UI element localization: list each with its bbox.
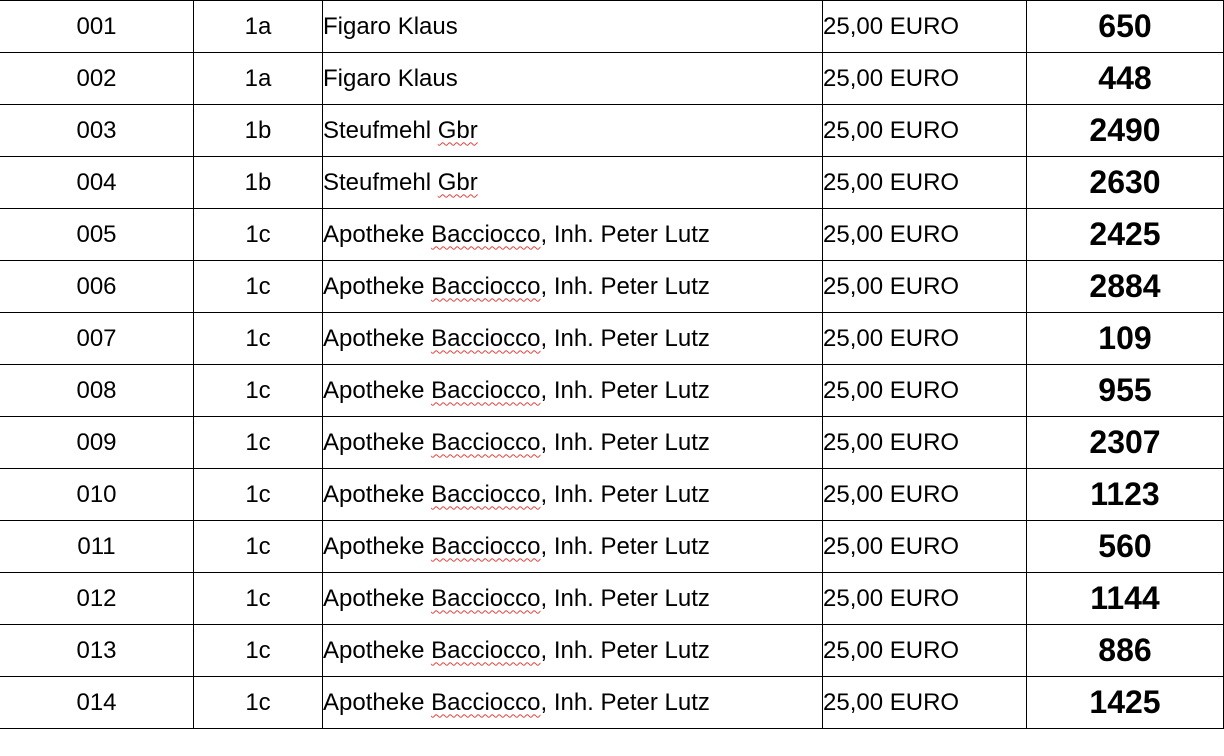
price-cell: 25,00 EURO — [823, 677, 1027, 729]
group-cell: 1b — [194, 105, 323, 157]
quantity-cell: 2884 — [1027, 261, 1224, 313]
group-cell: 1c — [194, 313, 323, 365]
table-row — [0, 209, 1224, 261]
group-cell: 1c — [194, 625, 323, 677]
row-number-cell: 003 — [0, 105, 194, 157]
quantity-cell: 2490 — [1027, 105, 1224, 157]
name-text-suffix: , Inh. Peter Lutz — [540, 584, 710, 612]
price-cell: 25,00 EURO — [823, 313, 1027, 365]
name-text-suffix: , Inh. Peter Lutz — [540, 324, 710, 352]
name-cell — [323, 157, 823, 209]
row-number-cell: 005 — [0, 209, 194, 261]
row-number-cell: 012 — [0, 573, 194, 625]
spellcheck-flagged-word: Bacciocco — [431, 428, 541, 456]
spellcheck-flagged-word: Bacciocco — [431, 272, 541, 300]
table-row — [0, 469, 1224, 521]
quantity-cell: 650 — [1027, 1, 1224, 53]
name-text-suffix: , Inh. Peter Lutz — [540, 636, 710, 664]
name-cell — [323, 1, 823, 53]
row-number-cell: 013 — [0, 625, 194, 677]
row-number-cell: 010 — [0, 469, 194, 521]
name-text-suffix: , Inh. Peter Lutz — [540, 532, 710, 560]
price-cell: 25,00 EURO — [823, 53, 1027, 105]
group-cell: 1c — [194, 209, 323, 261]
name-text: Apotheke — [323, 532, 432, 560]
name-cell — [323, 625, 823, 677]
name-text: Figaro Klaus — [323, 12, 458, 40]
name-text-suffix: , Inh. Peter Lutz — [540, 480, 710, 508]
row-number-cell: 002 — [0, 53, 194, 105]
table-row — [0, 261, 1224, 313]
row-number-cell: 004 — [0, 157, 194, 209]
spellcheck-flagged-word: Bacciocco — [431, 376, 541, 404]
group-cell: 1a — [194, 1, 323, 53]
table-row — [0, 625, 1224, 677]
group-cell: 1a — [194, 53, 323, 105]
name-text: Figaro Klaus — [323, 64, 458, 92]
price-cell: 25,00 EURO — [823, 157, 1027, 209]
table-row — [0, 365, 1224, 417]
name-cell — [323, 313, 823, 365]
price-cell: 25,00 EURO — [823, 1, 1027, 53]
row-number-cell: 008 — [0, 365, 194, 417]
spellcheck-flagged-word: Gbr — [437, 168, 478, 196]
price-cell: 25,00 EURO — [823, 105, 1027, 157]
table-row — [0, 105, 1224, 157]
quantity-cell: 2425 — [1027, 209, 1224, 261]
row-number-cell: 006 — [0, 261, 194, 313]
group-cell: 1c — [194, 417, 323, 469]
table-row — [0, 573, 1224, 625]
quantity-cell: 955 — [1027, 365, 1224, 417]
quantity-cell: 2307 — [1027, 417, 1224, 469]
price-cell: 25,00 EURO — [823, 365, 1027, 417]
table-row — [0, 521, 1224, 573]
quantity-cell: 109 — [1027, 313, 1224, 365]
price-cell: 25,00 EURO — [823, 469, 1027, 521]
name-text-suffix: , Inh. Peter Lutz — [540, 688, 710, 716]
name-text-suffix: , Inh. Peter Lutz — [540, 428, 710, 456]
table-row — [0, 313, 1224, 365]
price-cell: 25,00 EURO — [823, 417, 1027, 469]
group-cell: 1c — [194, 521, 323, 573]
group-cell: 1c — [194, 261, 323, 313]
table-body — [0, 1, 1224, 729]
name-text: Apotheke — [323, 428, 432, 456]
spellcheck-flagged-word: Bacciocco — [431, 220, 541, 248]
quantity-cell: 448 — [1027, 53, 1224, 105]
name-cell — [323, 417, 823, 469]
price-cell: 25,00 EURO — [823, 209, 1027, 261]
quantity-cell: 1123 — [1027, 469, 1224, 521]
row-number-cell: 009 — [0, 417, 194, 469]
name-text: Apotheke — [323, 220, 432, 248]
name-cell — [323, 469, 823, 521]
spellcheck-flagged-word: Gbr — [437, 116, 478, 144]
price-cell: 25,00 EURO — [823, 573, 1027, 625]
name-text: Steufmehl — [323, 168, 438, 196]
price-cell: 25,00 EURO — [823, 521, 1027, 573]
name-text: Apotheke — [323, 636, 432, 664]
name-text: Steufmehl — [323, 116, 438, 144]
group-cell: 1c — [194, 469, 323, 521]
row-number-cell: 014 — [0, 677, 194, 729]
row-number-cell: 007 — [0, 313, 194, 365]
name-cell — [323, 677, 823, 729]
spellcheck-flagged-word: Bacciocco — [431, 688, 541, 716]
quantity-cell: 2630 — [1027, 157, 1224, 209]
name-cell — [323, 573, 823, 625]
name-cell — [323, 105, 823, 157]
name-cell — [323, 53, 823, 105]
table-row — [0, 417, 1224, 469]
name-cell — [323, 365, 823, 417]
name-text: Apotheke — [323, 376, 432, 404]
name-text: Apotheke — [323, 324, 432, 352]
group-cell: 1b — [194, 157, 323, 209]
quantity-cell: 886 — [1027, 625, 1224, 677]
name-cell — [323, 261, 823, 313]
name-cell — [323, 521, 823, 573]
name-text-suffix: , Inh. Peter Lutz — [540, 272, 710, 300]
spellcheck-flagged-word: Bacciocco — [431, 324, 541, 352]
spellcheck-flagged-word: Bacciocco — [431, 480, 541, 508]
table-row — [0, 53, 1224, 105]
name-text: Apotheke — [323, 584, 432, 612]
name-text: Apotheke — [323, 688, 432, 716]
quantity-cell: 1144 — [1027, 573, 1224, 625]
table-row — [0, 1, 1224, 53]
name-text-suffix: , Inh. Peter Lutz — [540, 376, 710, 404]
row-number-cell: 001 — [0, 1, 194, 53]
table-row — [0, 157, 1224, 209]
quantity-cell: 560 — [1027, 521, 1224, 573]
group-cell: 1c — [194, 677, 323, 729]
quantity-cell: 1425 — [1027, 677, 1224, 729]
group-cell: 1c — [194, 573, 323, 625]
spellcheck-flagged-word: Bacciocco — [431, 636, 541, 664]
spellcheck-flagged-word: Bacciocco — [431, 584, 541, 612]
row-number-cell: 011 — [0, 521, 194, 573]
table-row — [0, 677, 1224, 729]
name-text: Apotheke — [323, 480, 432, 508]
spellcheck-flagged-word: Bacciocco — [431, 532, 541, 560]
name-text-suffix: , Inh. Peter Lutz — [540, 220, 710, 248]
name-text: Apotheke — [323, 272, 432, 300]
price-cell: 25,00 EURO — [823, 261, 1027, 313]
group-cell: 1c — [194, 365, 323, 417]
name-cell — [323, 209, 823, 261]
price-cell: 25,00 EURO — [823, 625, 1027, 677]
